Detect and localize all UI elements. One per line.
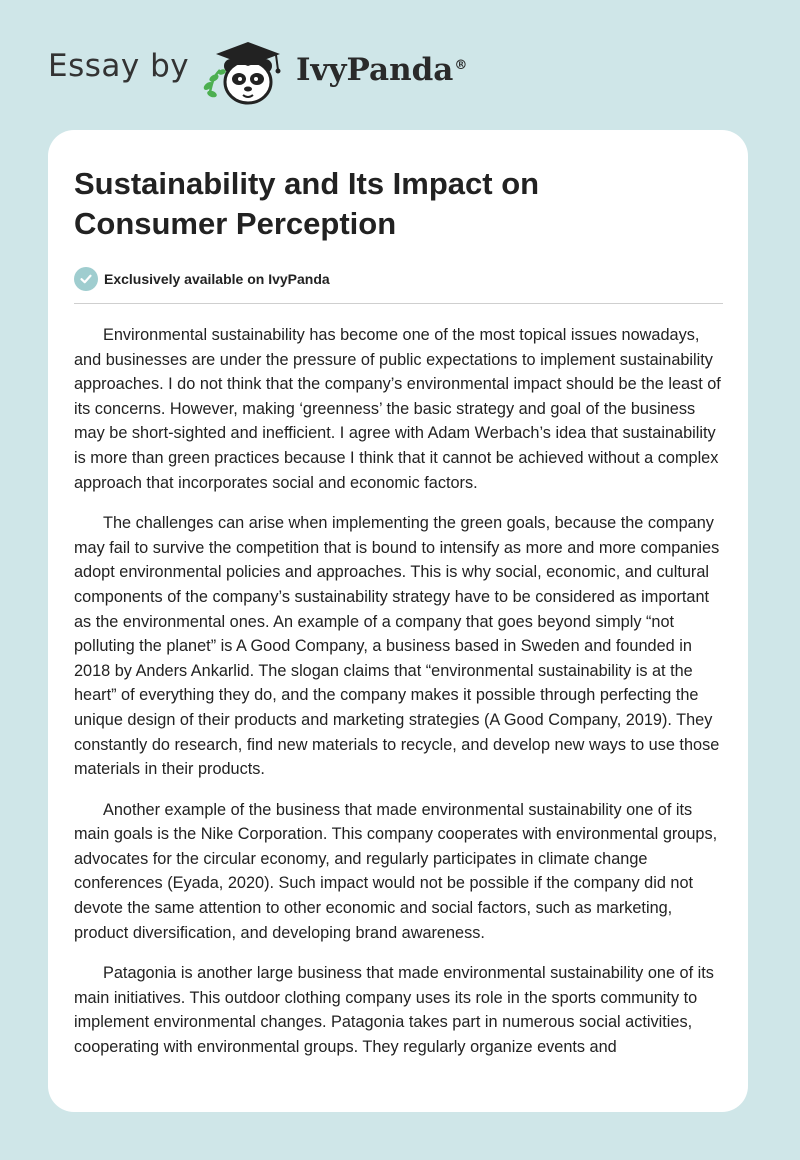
essay-paragraph: Environmental sustainability has become one of the most topical issues nowadays, and businesses are under the pressure of public expectations to implement sustainability approaches. I do not think that the company’s environmental impact should be the least of its concerns. However, making ‘greenness’ the basic strategy and goal of the business may be short-sighted and inefficient. I agree with Adam Werbach’s idea that sustainability is more than green practices because I think that it cannot be achieved without a complex approach that incorporates social and economic factors.	[74, 326, 721, 492]
essay-paragraph: Another example of the business that made environmental sustainability one of its main goals is the Nike Corporation. This company cooperates with environmental groups, advocates for the circular economy, and regularly participates in climate change conferences (Eyada, 2020). Such impact would not be possible if the company did not devote the same attention to other economic and social factors, such as marketing, product diversification, and developing brand awareness.	[74, 800, 718, 942]
essay-body	[74, 323, 722, 1060]
panda-graduate-logo-icon[interactable]	[200, 36, 296, 108]
essay-paragraph: The challenges can arise when implementing the green goals, because the company may fail to survive the competition that is bound to intensify as more and more companies adopt environmental policies and approaches. This is why social, economic, and cultural components of the company’s sustainability strategy have to be considered as important as the environmental ones. An example of a company that goes beyond simply “not polluting the planet” is A Good Company, a business based in Sweden and founded in 2018 by Anders Ankarlid. The slogan claims that “environmental sustainability is at the heart” of everything they do, and the company makes it possible through perfecting the unique design of their products and marketing strategies (A Good Company, 2019). They constantly do research, find new materials to recycle, and develop new ways to use those materials in their products.	[74, 514, 720, 779]
essay-paragraph: Patagonia is another large business that made environmental sustainability one of its main initiatives. This outdoor clothing company uses its role in the sports community to implement environmental changes. Patagonia takes part in numerous social activities, cooperating with environmental groups. They regularly organize events and	[74, 964, 714, 1057]
check-circle-icon	[74, 267, 98, 291]
exclusive-badge	[74, 266, 722, 292]
brand-prefix: Essay by	[48, 48, 190, 84]
brand-name[interactable]	[296, 52, 467, 88]
exclusive-badge-text: Exclusively available on IvyPanda	[104, 271, 330, 287]
registered-mark: ®	[454, 57, 468, 73]
brand-name-text: IvyPanda	[296, 52, 454, 88]
essay-card	[48, 130, 748, 1112]
site-header	[0, 0, 800, 130]
title-divider	[74, 303, 723, 304]
essay-title: Sustainability and Its Impact on Consumer Perception	[74, 166, 540, 241]
